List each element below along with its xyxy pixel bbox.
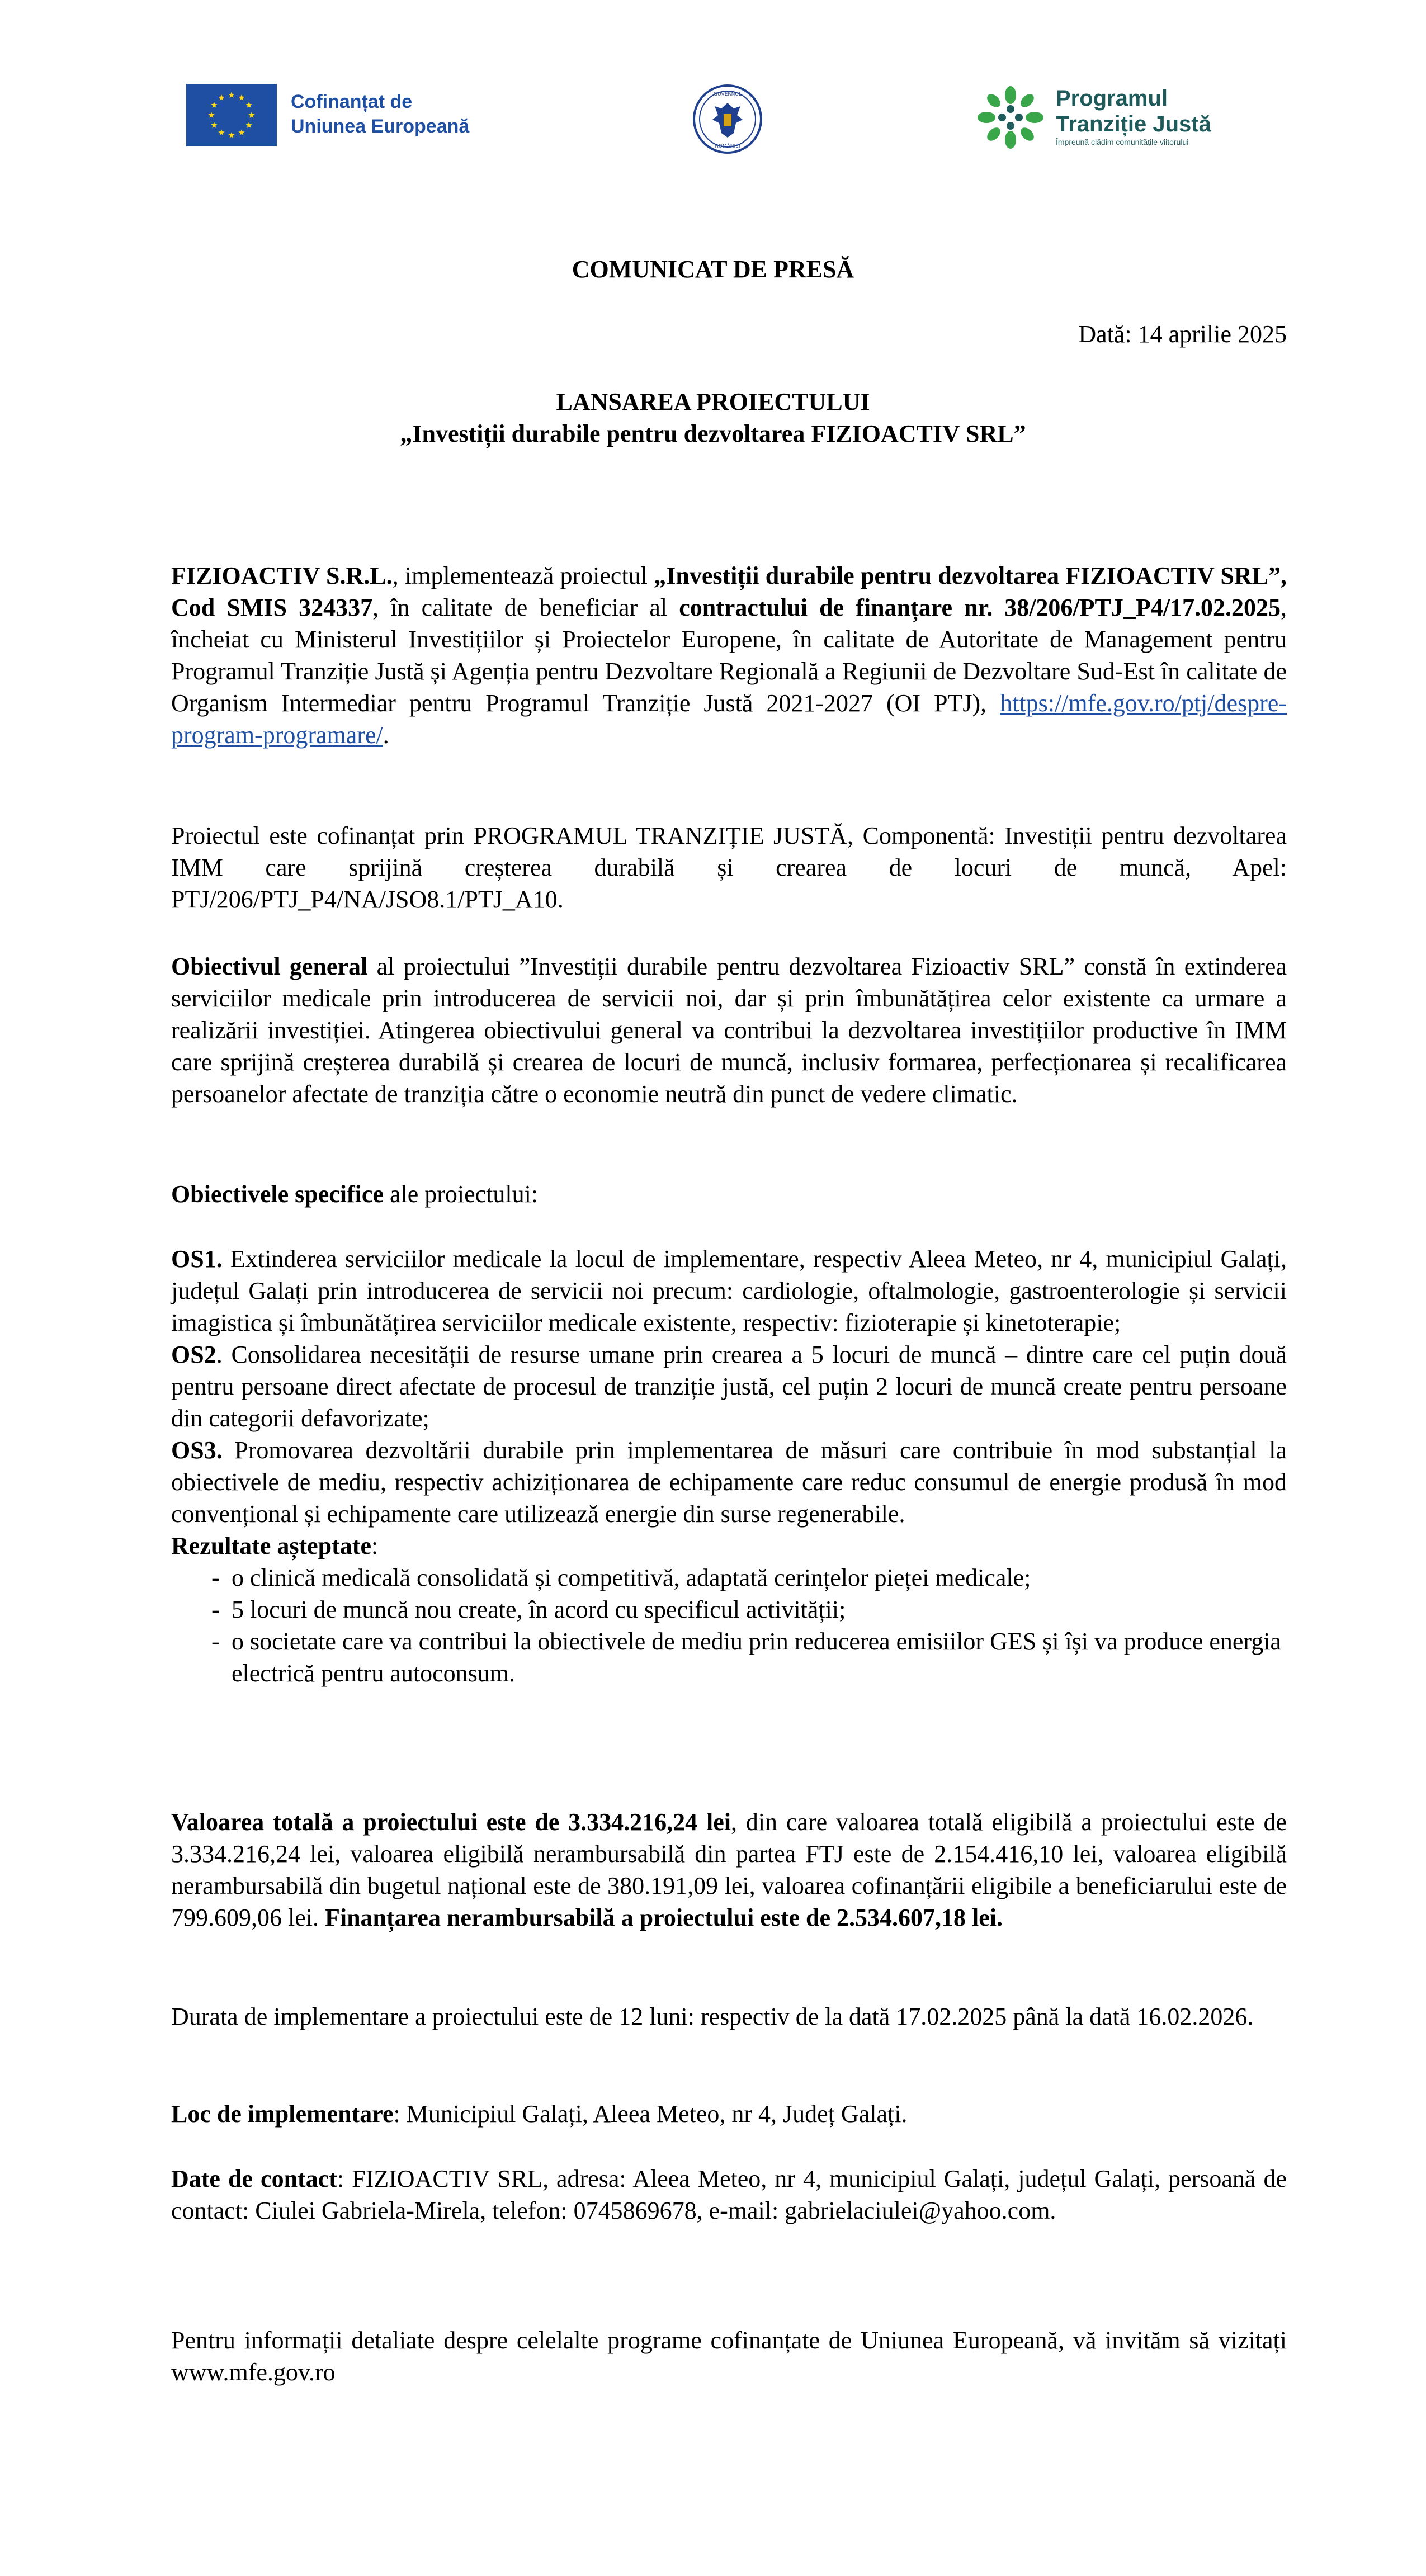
eu-logo-text	[291, 89, 469, 139]
general-objective-label: Obiectivul general	[171, 953, 368, 980]
intro-text-1: , implementează proiectul	[392, 562, 654, 589]
specific-objectives-suffix: ale proiectului:	[383, 1180, 539, 1208]
duration-text: Durata de implementare a proiectului este de 12 luni: respectiv de la dată 17.02.2025 până la dată 16.02.2026.	[171, 2003, 1254, 2030]
result-item	[171, 1594, 1287, 1625]
gov-crest-line1: GUVERNUL	[714, 92, 742, 97]
contract-number: contractului de finanțare nr. 38/206/PTJ_P4/17.02.2025	[679, 594, 1281, 621]
intro-paragraph	[171, 560, 1287, 751]
objective-os2	[171, 1339, 1287, 1434]
bullet-dash: -	[211, 1596, 220, 1623]
bullet-dash: -	[211, 1628, 220, 1655]
objective-code: OS2	[171, 1341, 216, 1368]
result-item	[171, 1562, 1287, 1594]
duration-paragraph	[171, 2001, 1287, 2033]
objective-code: OS1.	[171, 1245, 223, 1273]
ptj-logo-text	[1056, 86, 1211, 137]
bullet-dash: -	[211, 1564, 220, 1591]
location-text: : Municipiul Galați, Aleea Meteo, nr 4, Județ Galați.	[393, 2100, 908, 2128]
objective-text: Extinderea serviciilor medicale la locul de implementare, respectiv Aleea Meteo, nr 4, municipiul Galați, județul Galați prin introducerea de servicii noi precum: cardiologie, oftalmologie, gastroenterologie și servicii imagistica și îmbunătățirea serviciilor medicale existente, respectiv: fizioterapie și kinetoterapie;	[171, 1245, 1287, 1336]
press-release-title: COMUNICAT DE PRESĂ	[572, 256, 854, 283]
specific-objectives-label: Obiectivele specifice	[171, 1180, 384, 1208]
objective-text: Promovarea dezvoltării durabile prin implementarea de măsuri care contribuie în mod substanțial la obiectivele de mediu, respectiv achiziționarea de echipamente care reduc consumul de energie produsă în mod convențional și echipamente care utilizează energie din surse regenerabile.	[171, 1436, 1287, 1528]
eu-flag-icon	[186, 84, 277, 146]
results-label: Rezultate așteptate	[171, 1532, 371, 1559]
result-text: 5 locuri de muncă nou create, în acord cu specificul activității;	[232, 1596, 846, 1623]
objective-text: . Consolidarea necesității de resurse umane prin crearea a 5 locuri de muncă – dintre care cel puțin două pentru persoane direct afectate de procesul de tranziție justă, cel puțin 2 locuri de muncă create pentru persoane din categorii defavorizate;	[171, 1341, 1287, 1432]
cofinance-text: Proiectul este cofinanțat prin PROGRAMUL TRANZIȚIE JUSTĂ, Componentă: Investiții pentru dezvoltarea IMM care sprijină creșterea durabilă și crearea de locuri de muncă, Apel: PTJ/206/PTJ_P4/NA/JSO8.1/PTJ_A10.	[171, 822, 1287, 913]
cofinance-paragraph	[171, 820, 1287, 915]
contact-text: : FIZIOACTIV SRL, adresa: Aleea Meteo, nr 4, municipiul Galați, județul Galați, persoană de contact: Ciulei Gabriela-Mirela, telefon: 0745869678, e-mail: gabrielaciulei@yahoo.com.	[171, 2165, 1287, 2224]
release-date: Dată: 14 aprilie 2025	[1078, 320, 1287, 348]
ptj-logo-tagline: Împreună clădim comunitățile viitorului	[1056, 138, 1189, 146]
total-value: Valoarea totală a proiectului este de 3.334.216,24 lei	[171, 1808, 731, 1836]
nonrefundable-financing: Finanțarea nerambursabilă a proiectului este de 2.534.607,18 lei.	[324, 1904, 1003, 1931]
value-breakdown: , din care valoarea totală eligibilă a proiectului este de 3.334.216,24 lei, valoarea eligibilă nerambursabilă din partea FTJ este de 2.154.416,10 lei, valoarea eligibilă nerambursabilă din bugetul național este de 380.191,09 lei, valoarea cofinanțării eligibile a beneficiarului este de 799.609,06 lei.	[171, 1808, 1287, 1931]
company-name: FIZIOACTIV S.R.L.	[171, 562, 393, 589]
contact-label: Date de contact	[171, 2165, 337, 2192]
project-heading-line1: LANSAREA PROIECTULUI	[556, 388, 870, 415]
project-name: „Investiții durabile pentru dezvoltarea FIZIOACTIV SRL”, Cod SMIS 324337	[171, 562, 1287, 621]
footer-paragraph	[171, 2324, 1287, 2388]
project-value-paragraph	[171, 1806, 1287, 1934]
ptj-logo-line1: Programul	[1056, 86, 1168, 111]
general-objective-paragraph	[171, 951, 1287, 1110]
objective-os1	[171, 1243, 1287, 1339]
specific-objectives-heading	[171, 1178, 1287, 1210]
result-text: o societate care va contribui la obiectivele de mediu prin reducerea emisiilor GES și își va produce energia electrică pentru autoconsum.	[232, 1628, 1282, 1687]
ptj-flower-icon	[974, 84, 1047, 151]
result-item	[171, 1625, 1287, 1689]
location-paragraph	[171, 2098, 1287, 2130]
eu-logo-line1: Cofinanțat de	[291, 91, 413, 112]
footer-text: Pentru informații detaliate despre celelalte programe cofinanțate de Uniunea Europeană, vă invităm să vizitați www.mfe.gov.ro	[171, 2327, 1287, 2386]
result-text: o clinică medicală consolidată și competitivă, adaptată cerințelor pieței medicale;	[232, 1564, 1031, 1591]
program-link[interactable]: https://mfe.gov.ro/ptj/despre-program-programare/	[171, 689, 1287, 749]
project-heading	[0, 386, 1426, 450]
general-objective-text: al proiectului ”Investiții durabile pentru dezvoltarea Fizioactiv SRL” constă în extinderea serviciilor medicale prin introducerea de servicii noi, dar și prin îmbunătățirea celor existente ca urmare a realizării investiției. Atingerea obiectivului general va contribui la dezvoltarea investițiilor productive în IMM care sprijină creșterea durabilă și crearea de locuri de muncă, inclusiv formarea, perfecționarea și recalificarea persoanelor afectate de tranziția către o economie neutră din punct de vedere climatic.	[171, 953, 1287, 1108]
intro-text-3: , încheiat cu Ministerul Investițiilor și Proiectelor Europene, în calitate de Autoritate de Management pentru Programul Tranziție Justă și Agenția pentru Dezvoltare Regională a Regiunii de Dezvoltare Sud-Est în calitate de Organism Intermediar pentru Programul Tranziție Justă 2021-2027 (OI PTJ),	[171, 594, 1287, 717]
project-heading-line2: „Investiții durabile pentru dezvoltarea FIZIOACTIV SRL”	[400, 420, 1026, 447]
objective-os3	[171, 1434, 1287, 1530]
eu-logo-line2: Uniunea Europeană	[291, 116, 470, 137]
specific-objectives-list	[171, 1243, 1287, 1689]
intro-text-4: .	[383, 721, 389, 749]
results-list	[171, 1562, 1287, 1689]
intro-text-2: , în calitate de beneficiar al	[372, 594, 679, 621]
objective-code: OS3.	[171, 1436, 223, 1464]
location-label: Loc de implementare	[171, 2100, 394, 2128]
gov-crest-line2: ROMÂNIEI	[715, 144, 740, 149]
results-heading	[171, 1530, 1287, 1562]
ptj-logo-line2: Tranziție Justă	[1056, 112, 1211, 136]
eu-stars-icon	[186, 84, 277, 146]
romanian-government-crest-icon	[692, 84, 763, 154]
results-colon: :	[371, 1532, 379, 1559]
contact-paragraph	[171, 2163, 1287, 2227]
